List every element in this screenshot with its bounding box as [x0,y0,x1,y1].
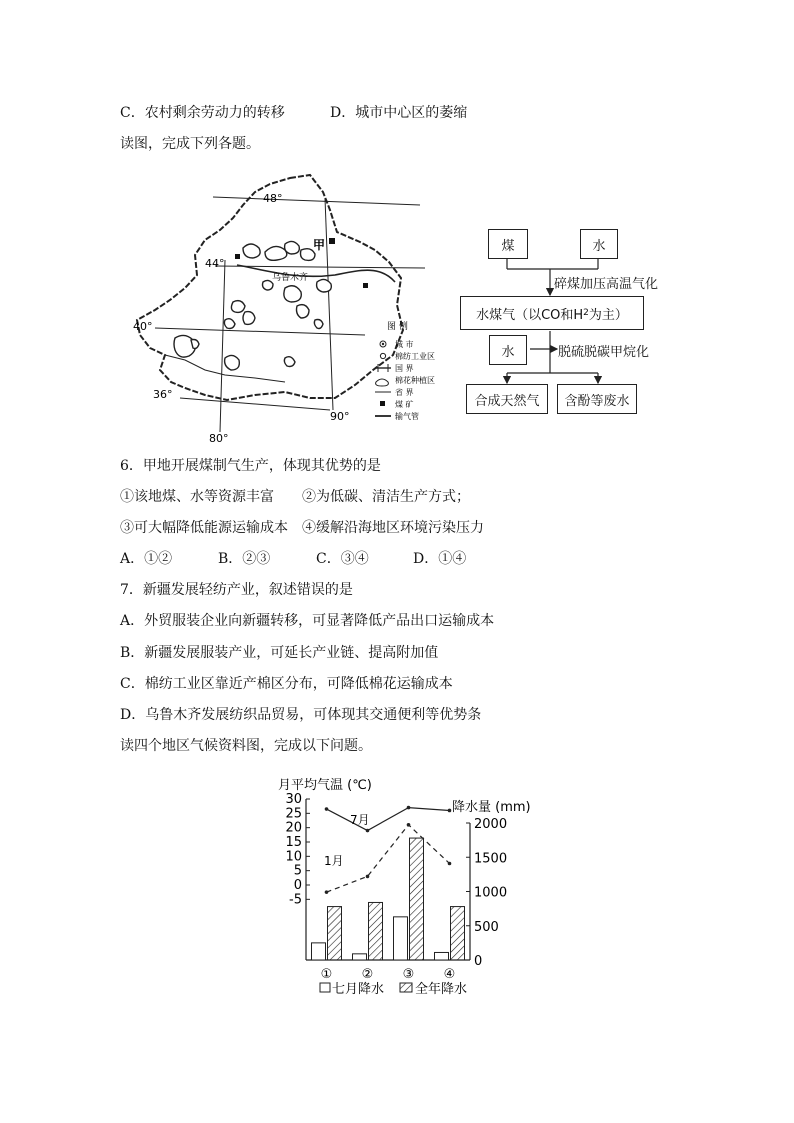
left-tick-label: 5 [293,863,302,879]
july-line-label: 7月 [350,813,370,827]
water-gas-text: 水煤气（以CO和H [476,307,584,323]
q6-option-d: D．①④ [413,551,467,567]
right-tick-label: 1500 [474,851,508,867]
left-tick-label: 25 [285,806,302,822]
january-temp-point [407,823,411,827]
right-tick-label: 2000 [474,817,508,832]
legend-title: 图 例 [387,322,408,332]
bar-annual-precip [328,907,342,960]
bar-july-precip [353,954,367,960]
bar-july-precip [394,917,408,960]
right-tick-label: 0 [474,954,483,969]
left-tick-label: 30 [285,792,302,807]
left-tick-label: 10 [285,849,302,865]
legend-annual-swatch [400,983,412,992]
water-gas-subscript: 2 [583,308,589,318]
q7-option-b: B．新疆发展服装产业，可延长产业链、提高附加值 [120,645,439,661]
q6-statement-4: ④缓解沿海地区环境污染压力 [302,520,484,536]
gasification-step-label: 碎煤加压高温气化 [554,277,659,292]
xinjiang-map [125,170,435,445]
left-axis-title: 月平均气温 (℃) [278,778,372,793]
bar-annual-precip [451,907,465,960]
legend-annual-label: 全年降水 [415,982,468,997]
svg-text:棉纺工业区: 棉纺工业区 [395,352,435,361]
synthetic-gas-box: 合成天然气 [466,384,548,414]
place-jia-label: 甲 [313,238,326,252]
water-gas-box [460,296,644,330]
svg-text:城 市: 城 市 [395,340,414,349]
q6-option-a: A．①② [120,551,173,567]
lat-36-label: 36° [153,388,173,401]
svg-text:省 界: 省 界 [395,388,414,397]
category-label: ③ [402,967,415,982]
wastewater-box: 含酚等废水 [557,384,637,414]
urumqi-label: 乌鲁木齐 [272,273,309,283]
right-tick-label: 500 [474,919,499,935]
right-tick-label: 1000 [474,885,508,901]
q6-option-c: C．③④ [316,551,369,567]
q6-statement-1: ①该地煤、水等资源丰富 [120,489,274,505]
svg-text:煤 矿: 煤 矿 [395,400,414,409]
chart-intro-text: 读四个地区气候资料图，完成以下问题。 [120,738,372,754]
left-tick-label: -5 [289,892,302,908]
map-intro-text: 读图，完成下列各题。 [120,136,260,152]
left-tick-label: 0 [293,878,302,893]
coal-mine-icon [380,401,385,406]
svg-text:国 界: 国 界 [395,364,414,373]
january-temp-point [448,862,452,866]
july-temp-point [366,829,370,833]
july-temp-point [407,806,411,810]
q7-option-d: D．乌鲁木齐发展纺织品贸易，可体现其交通便利等优势条 [120,707,482,723]
cotton-area-icon [376,379,389,386]
coal-mine-jia [329,238,335,244]
left-tick-label: 20 [285,820,302,836]
lon-80-label: 80° [209,432,229,445]
bar-annual-precip [369,902,383,960]
january-temp-point [325,890,329,894]
q6-option-b: B．②③ [218,551,271,567]
bar-annual-precip [410,838,424,960]
bar-july-precip [435,952,449,960]
water-gas-text-end: 为主） [588,307,628,323]
lat-44-label: 44° [205,257,225,270]
q7-stem: 7．新疆发展轻纺产业，叙述错误的是 [120,582,353,598]
svg-text:棉花种植区: 棉花种植区 [395,376,435,385]
svg-text:输气管: 输气管 [395,412,419,421]
lat-40-label: 40° [133,320,153,333]
july-temp-point [325,807,329,811]
coal-mine-east [363,283,368,288]
category-label: ② [361,967,374,982]
coal-mine-west [235,254,240,259]
q7-option-c: C．棉纺工业区靠近产棉区分布，可降低棉花运输成本 [120,676,453,692]
climate-chart [270,772,540,1004]
q7-option-a: A．外贸服装企业向新疆转移，可显著降低产品出口运输成本 [120,613,495,629]
left-tick-label: 15 [285,835,302,850]
q6-stem: 6．甲地开展煤制气生产，体现其优势的是 [120,458,381,474]
legend-july-label: 七月降水 [332,982,385,997]
category-label: ① [320,967,333,982]
water-box-top: 水 [580,229,618,259]
category-label: ④ [443,967,456,982]
lon-90-label: 90° [330,410,350,423]
option-d-prev: D．城市中心区的萎缩 [330,105,468,121]
q6-statement-3: ③可大幅降低能源运输成本 [120,520,288,536]
july-temp-point [448,809,452,813]
water-box-mid: 水 [489,335,527,365]
coal-box: 煤 [488,229,528,259]
january-temp-point [366,875,370,879]
option-c-prev: C．农村剩余劳动力的转移 [120,105,285,121]
desulfurization-step-label: 脱硫脱碳甲烷化 [558,345,650,360]
right-axis-title: 降水量 (mm) [452,800,531,815]
july-temperature-line [327,808,450,831]
lat-48-label: 48° [263,192,283,205]
january-temperature-line [327,825,450,892]
bar-july-precip [312,943,326,960]
january-line-label: 1月 [324,854,344,868]
legend-july-swatch [320,983,330,992]
q6-statement-2: ②为低碳、清洁生产方式； [302,489,470,505]
